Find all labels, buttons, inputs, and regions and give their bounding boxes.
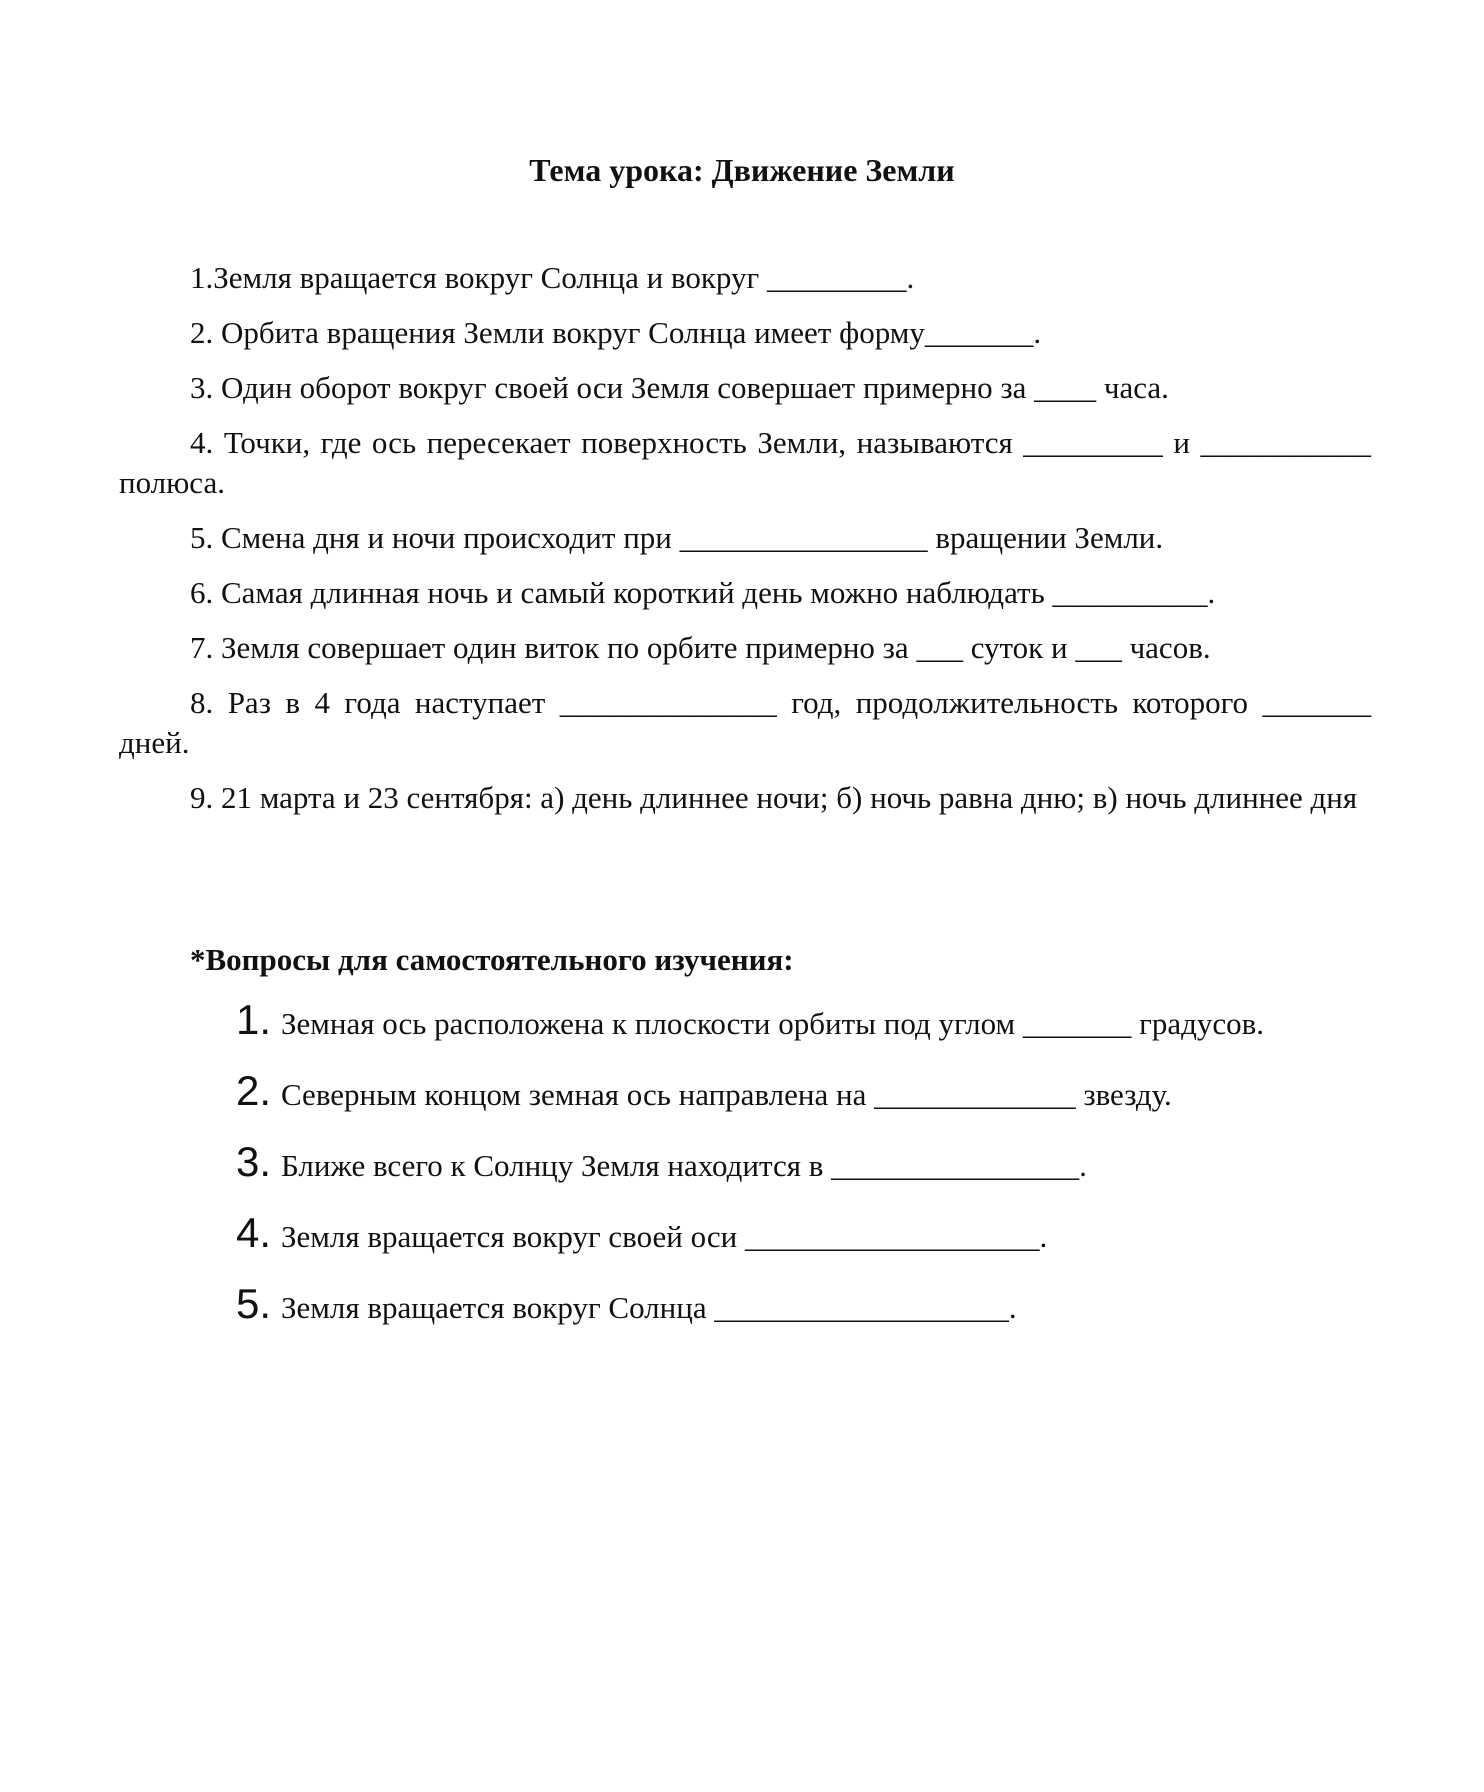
question-5: 5. Смена дня и ночи происходит при ________________ вращении Земли. [190, 520, 1164, 555]
self-study-item-number: 5. [236, 1280, 272, 1327]
self-study-item-number: 3. [236, 1138, 272, 1185]
question-4: 4. Точки, где ось пересекает поверхность Земли, называются _________ и ___________ полюса. [119, 425, 1371, 500]
page-title: Тема урока: Движение Земли [529, 152, 955, 188]
question-7: 7. Земля совершает один виток по орбите примерно за ___ суток и ___ часов. [190, 630, 1211, 665]
self-study-item [236, 996, 1371, 1044]
question-9: 9. 21 марта и 23 сентября: а) день длиннее ночи; б) ночь равна дню; в) ночь длиннее дня [190, 780, 1358, 815]
self-study-item [236, 1280, 1371, 1328]
question-3: 3. Один оборот вокруг своей оси Земля совершает примерно за ____ часа. [190, 370, 1169, 405]
question-8: 8. Раз в 4 года наступает ______________ год, продолжительность которого _______ дней. [119, 685, 1371, 760]
self-study-list [236, 996, 1371, 1355]
question-6: 6. Самая длинная ночь и самый короткий день можно наблюдать __________. [190, 575, 1216, 610]
self-study-item-text: Земля вращается вокруг своей оси ___________________. [281, 1219, 1048, 1254]
self-study-item-number: 4. [236, 1209, 272, 1256]
self-study-item-text: Ближе всего к Солнцу Земля находится в ________________. [281, 1148, 1087, 1183]
self-study-heading: *Вопросы для самостоятельного изучения: [190, 942, 794, 977]
question-list [119, 258, 1371, 833]
self-study-item [236, 1138, 1371, 1186]
self-study-item [236, 1067, 1371, 1115]
question-2: 2. Орбита вращения Земли вокруг Солнца имеет форму_______. [190, 315, 1042, 350]
self-study-item-text: Северным концом земная ось направлена на _____________ звезду. [281, 1077, 1172, 1112]
question-1: 1.Земля вращается вокруг Солнца и вокруг _________. [190, 260, 915, 295]
self-study-item-text: Земная ось расположена к плоскости орбиты под углом _______ градусов. [281, 1006, 1264, 1041]
self-study-item-number: 2. [236, 1067, 272, 1114]
self-study-item-number: 1. [236, 996, 272, 1043]
self-study-item-text: Земля вращается вокруг Солнца ___________________. [281, 1290, 1017, 1325]
self-study-item [236, 1209, 1371, 1257]
